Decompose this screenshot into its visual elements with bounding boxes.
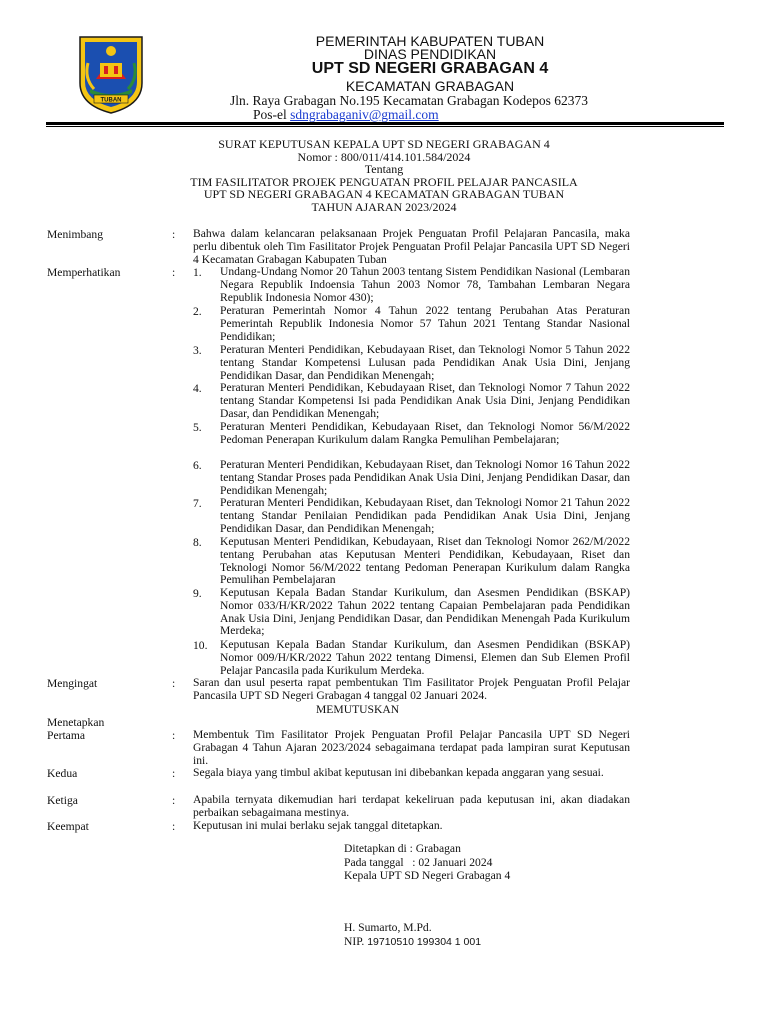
email-link[interactable]: sdngrabaganiv@gmail.com bbox=[290, 107, 439, 122]
list-number: 7. bbox=[193, 497, 202, 510]
decree-subject-2: UPT SD NEGERI GRABAGAN 4 KECAMATAN GRABAGAN TUBAN bbox=[203, 187, 565, 202]
letterhead-department: DINAS PENDIDIKAN bbox=[363, 46, 497, 62]
list-number: 2. bbox=[193, 305, 202, 318]
memutuskan-heading: MEMUTUSKAN bbox=[316, 703, 400, 716]
nip-label: NIP. bbox=[344, 935, 368, 948]
list-number: 3. bbox=[193, 344, 202, 357]
menimbang-text: Bahwa dalam kelancaran pelaksanaan Projek Penguatan Profil Pelajaran Pancasila, maka perlu dibentuk oleh Tim Fasilitator Projek Penguatan Profil Pelajar Pancasila UPT SD Negeri 4 Kecamatan Grabagan Kabupaten Tuban bbox=[193, 227, 630, 266]
colon: : bbox=[172, 794, 176, 807]
decree-number: Nomor : 800/011/414.101.584/2024 bbox=[297, 149, 471, 164]
menimbang-label: Menimbang bbox=[47, 228, 104, 241]
colon: : bbox=[172, 677, 176, 690]
list-item: Keputusan Kepala Badan Standar Kurikulum, dan Asesmen Pendidikan (BSKAP) Nomor 009/H/KR/2022 Tahun 2022 tentang Dimensi, Elemen dan Sub Elemen Profil Pelajar Pancasila pada Kurikulum Merdeka. bbox=[220, 638, 630, 677]
mengingat-label: Mengingat bbox=[47, 677, 98, 690]
kedua-text: Segala biaya yang timbul akibat keputusan ini dibebankan kepada anggaran yang sesuai. bbox=[193, 766, 604, 779]
list-item: Keputusan Menteri Pendidikan, Kebudayaan, Riset dan Teknologi Nomor 262/M/2022 tentang Perubahan atas Keputusan Menteri Pendidikan, Kebudayaan, Riset dan Teknologi Nomor 56/M/2022 tentang Pedoman Penerapan Kurikulum dalam Rangka Pemulihan Pembelajaran bbox=[220, 535, 630, 587]
kedua-label: Kedua bbox=[47, 767, 78, 780]
ketiga-label: Ketiga bbox=[47, 794, 78, 807]
list-number: 5. bbox=[193, 421, 202, 434]
list-item: Peraturan Menteri Pendidikan, Kebudayaan Riset, dan Teknologi Nomor 7 Tahun 2022 tentang Standar Kompetensi Isi pada Pendidikan Anak Usia Dini, Jenjang Pendidikan Dasar, dan Pendidikan Menengah; bbox=[220, 381, 630, 420]
list-number: 1. bbox=[193, 266, 202, 279]
decree-subject-1: TIM FASILITATOR PROJEK PENGUATAN PROFIL PELAJAR PANCASILA bbox=[190, 174, 578, 189]
signer-position: Kepala UPT SD Negeri Grabagan 4 bbox=[344, 869, 511, 882]
letterhead-address: Jln. Raya Grabagan No.195 Kecamatan Grabagan Kodepos 62373 bbox=[230, 93, 589, 108]
letterhead-district: KECAMATAN GRABAGAN bbox=[345, 78, 515, 94]
decree-about: Tentang bbox=[364, 162, 404, 177]
list-number: 10. bbox=[193, 639, 208, 652]
list-item: Peraturan Menteri Pendidikan, Kebudayaan Riset, dan Teknologi Nomor 56/M/2022 Pedoman Penerapan Kurikulum dalam Rangka Pemulihan Pembelajaran; bbox=[220, 420, 630, 446]
memperhatikan-label: Memperhatikan bbox=[47, 266, 121, 279]
list-item: Peraturan Pemerintah Nomor 4 Tahun 2022 tentang Perubahan Atas Peraturan Pemerintah Republik Indonesia Nomor 57 Tahun 2021 Tentang Standar Nasional Pendidikan; bbox=[220, 304, 630, 343]
decree-title bbox=[0, 138, 768, 214]
colon: : bbox=[172, 266, 176, 279]
list-number: 6. bbox=[193, 459, 202, 472]
letterhead-government: PEMERINTAH KABUPATEN TUBAN bbox=[315, 33, 545, 49]
colon: : bbox=[172, 228, 176, 241]
ketiga-text: Apabila ternyata dikemudian hari terdapat kekeliruan pada keputusan ini, akan diadakan perbaikan sebagaimana mestinya. bbox=[193, 793, 630, 819]
decree-heading: SURAT KEPUTUSAN KEPALA UPT SD NEGERI GRABAGAN 4 bbox=[218, 137, 550, 151]
header-divider bbox=[46, 122, 724, 125]
header-divider-thin bbox=[46, 126, 724, 127]
list-number: 4. bbox=[193, 382, 202, 395]
letterhead-school: UPT SD NEGERI GRABAGAN 4 bbox=[311, 60, 549, 77]
list-item: Keputusan Kepala Badan Standar Kurikulum, dan Asesmen Pendidikan (BSKAP) Nomor 033/H/KR/2022 Tahun 2022 tentang Capaian Pembelajaran pada Pendidikan Anak Usia Dini, Jenjang Pendidikan Dasar, dan Pendidikan Menengah Pada Kurikulum Merdeka; bbox=[220, 586, 630, 638]
sign-date: Pada tanggal : 02 Januari 2024 bbox=[344, 856, 493, 869]
keempat-label: Keempat bbox=[47, 820, 89, 833]
list-item: Peraturan Menteri Pendidikan, Kebudayaan Riset, dan Teknologi Nomor 16 Tahun 2022 tentang Standar Proses pada Pendidikan Anak Usia Dini, Jenjang Pendidikan Dasar, dan Pendidikan Menengah; bbox=[220, 458, 630, 497]
colon: : bbox=[172, 820, 176, 833]
sign-place: Ditetapkan di : Grabagan bbox=[344, 842, 461, 855]
signer-nip bbox=[344, 935, 481, 948]
nip-value: 19710510 199304 1 001 bbox=[367, 936, 482, 948]
keempat-text: Keputusan ini mulai berlaku sejak tanggal ditetapkan. bbox=[193, 819, 443, 832]
list-number: 9. bbox=[193, 587, 202, 600]
list-item: Peraturan Menteri Pendidikan, Kebudayaan Riset, dan Teknologi Nomor 21 Tahun 2022 tentang Standar Penilaian Pendidikan pada Pendidikan Anak Usia Dini, Jenjang Pendidikan Dasar, dan Pendidikan Menengah; bbox=[220, 496, 630, 535]
signer-name: H. Sumarto, M.Pd. bbox=[344, 921, 432, 934]
list-item: Peraturan Menteri Pendidikan, Kebudayaan Riset, dan Teknologi Nomor 5 Tahun 2022 tentang Standar Kompetensi Lulusan pada Pendidikan Anak Usia Dini, Jenjang Pendidikan Dasar, dan Pendidikan Menengah; bbox=[220, 343, 630, 382]
svg-text:TUBAN: TUBAN bbox=[100, 97, 122, 104]
list-number: 8. bbox=[193, 536, 202, 549]
colon: : bbox=[172, 729, 176, 742]
decree-subject-3: TAHUN AJARAN 2023/2024 bbox=[311, 199, 457, 214]
pertama-label: Pertama bbox=[47, 729, 85, 742]
pertama-text: Membentuk Tim Fasilitator Projek Penguatan Profil Pelajar Pancasila UPT SD Negeri Grabagan 4 Tahun Ajaran 2023/2024 sebagaimana terdapat pada lampiran surat Keputusan ini. bbox=[193, 728, 630, 767]
menetapkan-label: Menetapkan bbox=[47, 716, 105, 729]
colon: : bbox=[172, 767, 176, 780]
mengingat-text: Saran dan usul peserta rapat pembentukan Tim Fasilitator Projek Penguatan Profil Pelajar Pancasila UPT SD Negeri Grabagan 4 tanggal 02 Januari 2024. bbox=[193, 676, 630, 702]
list-item: Undang-Undang Nomor 20 Tahun 2003 tentang Sistem Pendidikan Nasional (Lembaran Negara Republik Indoensia Tahun 2003 Nomor 78, Tambahan Lembaran Negara Republik Indonesia Nomor 430); bbox=[220, 265, 630, 304]
email-label: Pos-el bbox=[253, 107, 291, 122]
letterhead-email-line bbox=[253, 107, 439, 123]
